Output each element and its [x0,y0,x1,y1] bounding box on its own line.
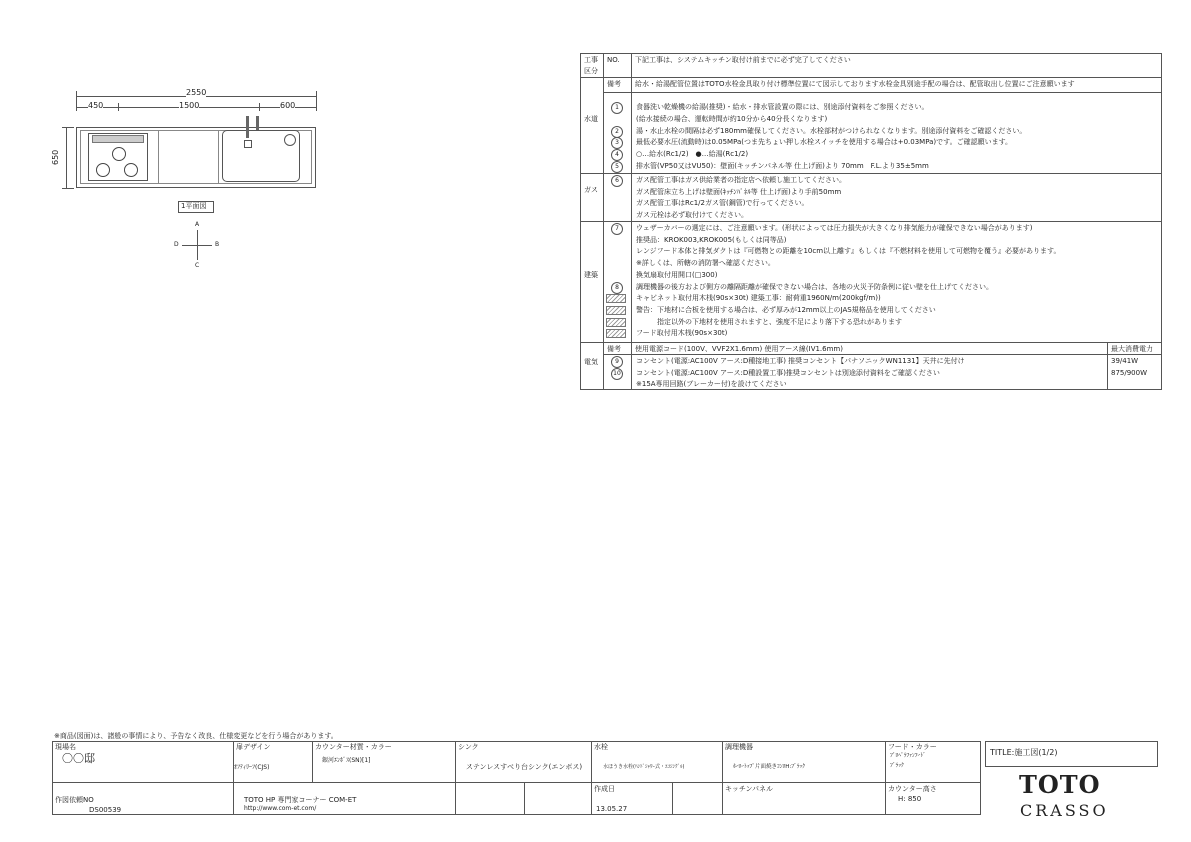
item-number: 4 [611,149,623,161]
hood-value-2: ﾌﾞﾗｯｸ [890,763,904,769]
footer-note: ※商品(図面)は、諸般の事情により、予告なく改良、仕様変更などを行う場合があります。 [54,732,338,740]
power-value: 875/900W [1111,368,1148,377]
elec-power-head: 最大消費電力 [1111,345,1153,353]
door-value: ｵﾌﾃｨﾘｰﾌ(CJS) [234,764,270,771]
spec-line: 換気扇取付用開口(□300) [636,270,718,279]
title-text: TITLE:施工図(1/2) [990,748,1058,757]
spec-line: 推奨品：KROK003,KROK005(もしくは同等品) [636,235,787,244]
height-value: H: 850 [898,795,922,803]
elec-head: 使用電源コード(100V、VVF2X1.6mm) 使用アース線(IV1.6mm) [635,345,843,353]
spec-line: キャビネット取付用木桟(90s×30t) 建築工事：耐荷重1960N/m(200kgf/m)) [636,294,881,303]
burner-left [96,163,110,177]
toto-logo: TOTO [1019,770,1101,799]
hdr-text: 下記工事は、システムキッチン取付け前までに必ず完了してください [635,56,851,64]
sink-label: シンク [458,743,479,751]
dim-total: 2550 [186,88,207,97]
genba-value: 〇〇邸 [62,752,95,765]
burner-right [124,163,138,177]
sink-value: ステンレスすべり台シンク(エンボス) [466,763,583,771]
power-value: 39/41W [1111,357,1139,365]
spec-line: 警告：下地材に合板を使用する場合は、必ず厚みが12mm以上のJAS規格品を使用してください [636,305,936,314]
spec-line: 最低必要水圧(流動時)は0.05MPa(つま先ちょい押し水栓スイッチを使用する場合は+0.03MPa)です。ご確認願います。 [636,138,1013,147]
spec-line: コンセント(電源:AC100V アース:D種設置工事)推奨コンセントは別途添付資料をご確認ください [636,368,940,377]
dim-450: 450 [88,101,104,110]
hatch-swatch [606,318,626,327]
item-number: 7 [611,223,623,235]
site-name: TOTO HP 専門家コーナー COM-ET [244,796,357,804]
spec-line: 調理機器の後方および側方の離隔距離が確保できない場合は、各地の火災予防条例に従い壁を仕上げてください。 [636,282,993,291]
spec-line: 指定以外の下地材を使用されますと、強度不足により落下する恐れがあります [636,317,902,326]
req-value: DS00539 [89,806,122,814]
cat-water: 水道 [584,115,598,123]
spec-line: 排水管(VP50又はVU50)：壁面(キッチンパネル等 仕上げ面)より 70mm F.L.より35±5mm [636,162,929,170]
spec-line: (給水接続の場合、運転時間が約10分から40分長くなります) [636,114,828,123]
spec-line: ※詳しくは、所轄の消防署へ確認ください。 [636,259,775,268]
genba-label: 現場名 [55,743,76,751]
spec-line: コンセント(電源:AC100V アース:D種接地工事) 推奨コンセント【パナソニックWN1131】天井に先付け [636,357,965,365]
spec-line: 湯・水止水栓の間隔は必ず180mm確保してください。水栓部材がつけられなくなります。別途添付資料をご確認ください。 [636,126,1027,135]
dim-1500: 1500 [179,101,200,110]
hdr-koji: 工事 [584,56,598,64]
biko-label: 備考 [607,80,621,88]
hdr-kubun: 区分 [584,67,598,75]
spec-line: ※15A専用回路(ブレーカー付)を設けてください [636,380,787,388]
req-label: 作図依頼NO [55,796,94,804]
panel-label: キッチンパネル [725,785,774,793]
date-value: 13.05.27 [596,805,628,813]
item-number: 5 [611,161,623,173]
item-number: 2 [611,126,623,138]
spec-line: ガス配管床立ち上げは壁面(ｷｯﾁﾝﾊﾟﾈﾙ等 仕上げ面)より手前50mm [636,187,842,196]
cat-build: 建築 [584,271,598,279]
grill-panel [92,135,144,143]
hdr-no: NO. [607,56,620,64]
spec-line: フード取付用木桟(90s×30t) [636,329,728,338]
crasso-logo: CRASSO [1020,801,1109,820]
spec-line: ガス配管工事はRc1/2ガス管(鋼管)で行ってください。 [636,199,809,208]
spec-line: ガス元栓は必ず取付けてください。 [636,211,748,220]
faucet [246,116,249,138]
cat-gas: ガス [584,186,598,194]
drain-basket [284,134,296,146]
height-label: カウンター高さ [888,785,937,793]
elec-biko: 備考 [607,345,621,353]
date-label: 作成日 [594,785,615,793]
dim-depth: 650 [51,149,60,165]
top-note: 給水・給湯配管位置はTOTO水栓金具取り付け標準位置にて図示しております水栓金具別途手配の場合は、配管取出し位置にご注意願います [635,80,1075,88]
cat-elec: 電気 [584,358,598,366]
cook-label: 調理機器 [725,743,753,751]
hatch-swatch [606,306,626,315]
plan-label: 1平面図 [181,202,207,210]
hood-value-1: ﾌﾟﾛﾍﾟﾗﾌｧﾝﾌｰﾄﾞ [890,753,926,759]
burner-center [112,147,126,161]
faucet-label: 水栓 [594,743,608,751]
item-number: 6 [611,175,623,187]
door-label: 扉デザイン [236,743,271,751]
spec-line: ガス配管工事はガス供給業者の指定店へ依頼し施工してください。 [636,176,846,184]
faucet-value: 水ほうき水栓(ﾊﾝﾄﾞｼｬﾜｰ式・ｴｺｼﾝｸﾞﾙ) [603,764,685,770]
item-number: 8 [611,282,623,294]
item-number: 10 [611,368,623,380]
spec-line: ○…給水(Rc1/2) ●…給湯(Rc1/2) [636,150,749,159]
item-number: 1 [611,102,623,114]
hatch-swatch [606,294,626,303]
item-number: 3 [611,137,623,149]
spec-line: ウェザーカバーの選定には、ご注意願います。(形状によっては圧力損失が大きくなり排気能力が確保できない場合があります) [636,224,1033,232]
hatch-swatch [606,329,626,338]
cook-value: ﾎｰﾛｰﾄｯﾌﾟ片面焼きｺﾝﾛH:ﾌﾞﾗｯｸ [733,764,805,770]
spec-line: レンジフード本体と排気ダクトは『可燃物との距離を10cm以上離す』もしくは『不燃材料を使用して可燃物を覆う』必要があります。 [636,247,1061,256]
spec-line: 食器洗い乾燥機の給湯(推奨)・給水・排水管設置の際には、別途添付資料をご参照ください。 [636,103,929,111]
hood-label: フード・カラー [888,743,937,751]
item-number: 9 [611,356,623,368]
counter-value: 銀河ｴﾝﾎﾞｽ(SN)[1] [322,757,371,764]
dim-600: 600 [280,101,296,110]
counter-label: カウンター材質・カラー [315,743,392,751]
site-url[interactable]: http://www.com-et.com/ [244,805,317,812]
